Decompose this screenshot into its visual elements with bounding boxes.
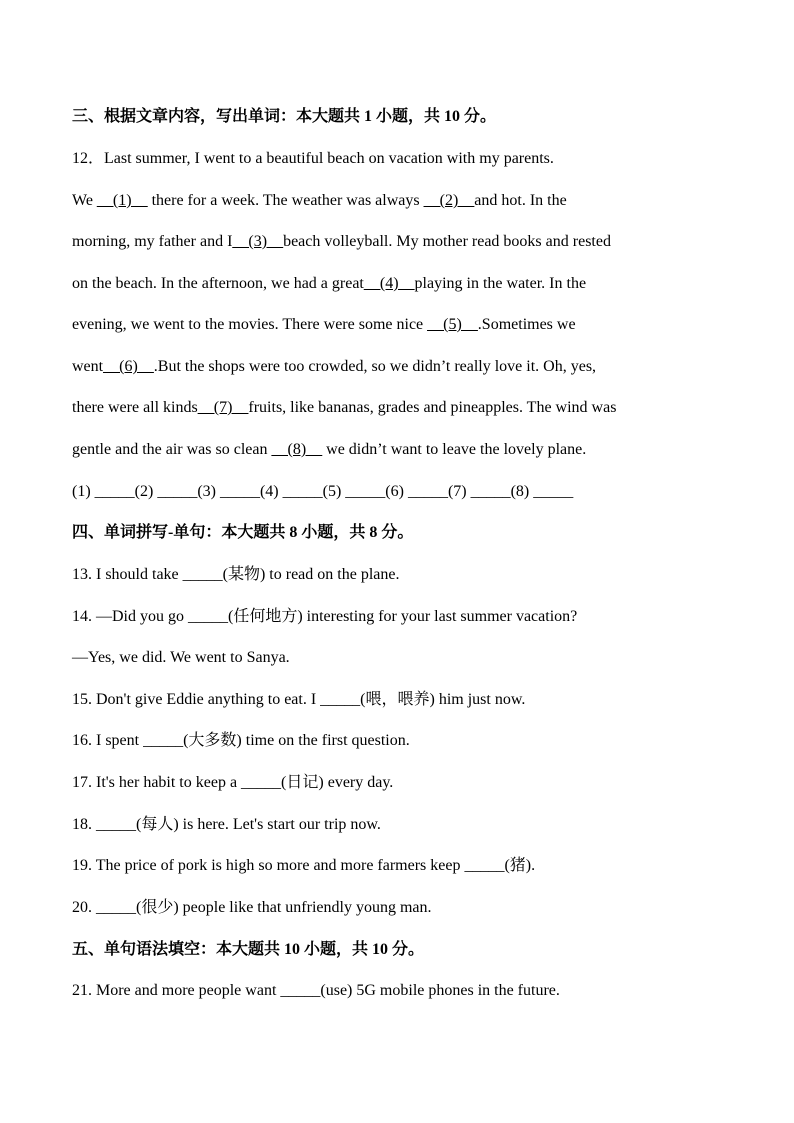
text: there for a week. The weather was always [147,192,424,209]
question-18: 18. _____(每人) is here. Let's start our trip now. [72,816,381,833]
text: we didn’t want to leave the lovely plane. [322,441,587,458]
q12-passage-line-2 [72,232,611,252]
blank-4: __(4)__ [363,275,415,292]
text: and hot. In the [474,192,567,209]
text: morning, my father and I [72,233,233,250]
q12-answer-blanks: (1) _____(2) _____(3) _____(4) _____(5) _____(6) _____(7) _____(8) _____ [72,483,574,500]
blank-6: __(6)__ [103,358,154,375]
text: beach volleyball. My mother read books and rested [283,233,611,250]
question-19: 19. The price of pork is high so more and more farmers keep _____(猪). [72,857,536,874]
blank-5: __(5)__ [427,316,478,333]
section-3-heading: 三、根据文章内容，写出单词：本大题共 1 小题，共 10 分。 [72,108,497,125]
question-14: 14. —Did you go _____(任何地方) interesting for your last summer vacation? [72,608,578,625]
text: there were all kinds [72,399,198,416]
q12-passage-line-7 [72,440,586,460]
question-21: 21. More and more people want _____(use) 5G mobile phones in the future. [72,982,560,999]
blank-2: __(2)__ [423,192,475,209]
section-5-heading: 五、单句语法填空：本大题共 10 小题，共 10 分。 [72,941,425,958]
question-13: 13. I should take _____(某物) to read on the plane. [72,566,400,583]
blank-7: __(7)__ [197,399,249,416]
question-15: 15. Don't give Eddie anything to eat. I _____(喂，喂养) him just now. [72,691,526,708]
text: went [72,358,104,375]
text: .But the shops were too crowded, so we didn’t really love it. Oh, yes, [153,358,597,375]
blank-1: __(1)__ [96,192,148,209]
q12-passage-line-4 [72,315,576,335]
blank-8: __(8)__ [271,441,323,458]
q12-passage-line-3 [72,274,586,294]
text: playing in the water. In the [414,275,587,292]
text: on the beach. In the afternoon, we had a great [72,275,364,292]
question-14-reply: —Yes, we did. We went to Sanya. [72,649,290,666]
section-4-heading: 四、单词拼写-单句：本大题共 8 小题，共 8 分。 [72,524,414,541]
q12-intro: 12．Last summer, I went to a beautiful beach on vacation with my parents. [72,150,554,167]
q12-passage-line-1 [72,191,567,211]
q12-passage-line-5 [72,357,596,377]
blank-3: __(3)__ [232,233,284,250]
text: gentle and the air was so clean [72,441,272,458]
question-16: 16. I spent _____(大多数) time on the first question. [72,732,410,749]
text: fruits, like bananas, grades and pineapples. The wind was [248,399,617,416]
text: We [72,192,97,209]
text: .Sometimes we [477,316,576,333]
text: evening, we went to the movies. There were some nice [72,316,428,333]
question-17: 17. It's her habit to keep a _____(日记) every day. [72,774,394,791]
q12-passage-line-6 [72,398,616,418]
question-20: 20. _____(很少) people like that unfriendly young man. [72,899,432,916]
